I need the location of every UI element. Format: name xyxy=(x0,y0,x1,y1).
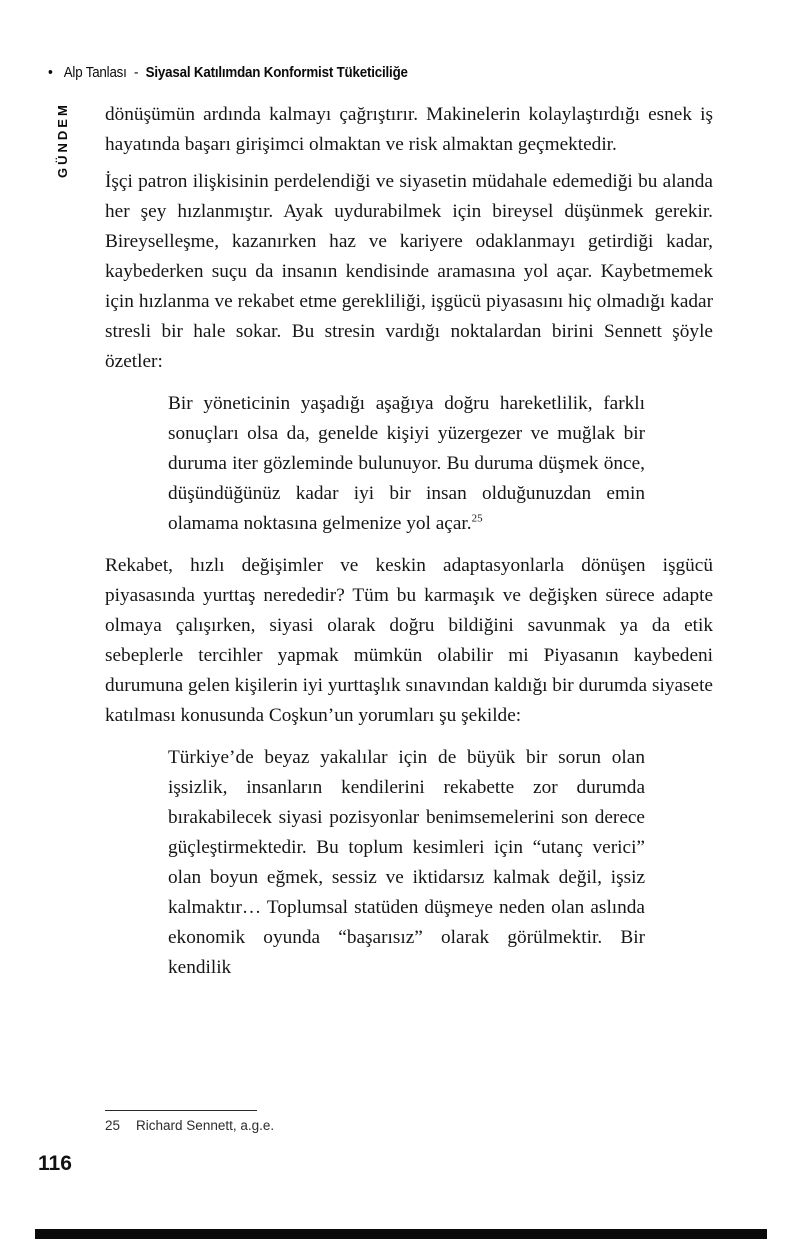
block-quote xyxy=(168,743,645,983)
footnote-rule xyxy=(105,1110,257,1111)
running-head-book-title: Siyasal Katılımdan Konformist Tüketiciliğe xyxy=(145,65,408,81)
series-label-vertical: GÜNDEM xyxy=(55,102,70,178)
paragraph: İşçi patron ilişkisinin perdelendiği ve siyasetin müdahale edemediği bu alanda her şey hızlanmıştır. Ayak uydurabilmek için bireysel düşünmek gerekir. Bireyselleşme, kazanırken haz ve kariyere odaklanmayı getirdiği kadar, kaybederken suçu da insanın kendisinde aramasına yol açar. Kaybetmemek için hızlanma ve rekabet etme gerekliliği, işgücü piyasasını hiç olmadığı kadar stresli bir hale sokar. Bu stresin vardığı noktalardan birini Sennett şöyle özetler: xyxy=(105,171,713,372)
running-head xyxy=(48,64,408,81)
quote-text: Bir yöneticinin yaşadığı aşağıya doğru hareketlilik, farklı sonuçları olsa da, genelde kişiyi yüzergezer ve muğlak bir duruma iter gözleminde bulunuyor. Bu duruma düşmek önce, düşündüğünüz kadar iyi bir insan olduğunuzdan emin olamama noktasına gelmenize yol açar. xyxy=(168,393,645,534)
page-number: 116 xyxy=(38,1152,72,1175)
footer-bar xyxy=(35,1229,767,1239)
running-head-author: Alp Tanlası xyxy=(63,65,127,81)
footnote-reference: 25 xyxy=(471,512,483,525)
block-quote xyxy=(168,389,645,539)
footnote-number: 25 xyxy=(105,1118,121,1133)
body-text-column xyxy=(105,100,713,995)
paragraph: dönüşümün ardında kalmayı çağrıştırır. Makinelerin kolaylaştırdığı esnek iş hayatında başarı girişimci olmaktan ve risk almaktan geçmektedir. xyxy=(105,104,713,155)
footnote-area xyxy=(105,1110,713,1133)
running-head-separator: - xyxy=(134,65,139,81)
paragraph: Rekabet, hızlı değişimler ve keskin adaptasyonlarla dönüşen işgücü piyasasında yurttaş nerededir? Tüm bu karmaşık ve değişken sürece adapte olmaya çalışırken, siyasi olarak doğru bildiğini savunmak ya da etik sebeplerle tercihler yapmak mümkün olabilir mi Piyasanın kaybedeni durumuna gelen kişilerin iyi yurttaşlık sınavından kaldığı bir durumda siyasete katılması konusunda Coşkun’un yorumları şu şekilde: xyxy=(105,555,713,726)
footnote-text: Richard Sennett, a.g.e. xyxy=(136,1118,275,1133)
bullet-icon: • xyxy=(48,64,53,81)
quote-text: Türkiye’de beyaz yakalılar için de büyük bir sorun olan işsizlik, insanların kendilerini rekabette zor durumda bırakabilecek siyasi pozisyonlar benimsemelerini son derece güçleştirmektedir. Bu toplum kesimleri için “utanç verici” olan boyun eğmek, sessiz ve iktidarsız kalmak değil, işsiz kalmaktır… Toplumsal statüden düşmeye neden olan aslında ekonomik oyunda “başarısız” olarak görülmektir. Bir kendilik xyxy=(168,747,645,978)
